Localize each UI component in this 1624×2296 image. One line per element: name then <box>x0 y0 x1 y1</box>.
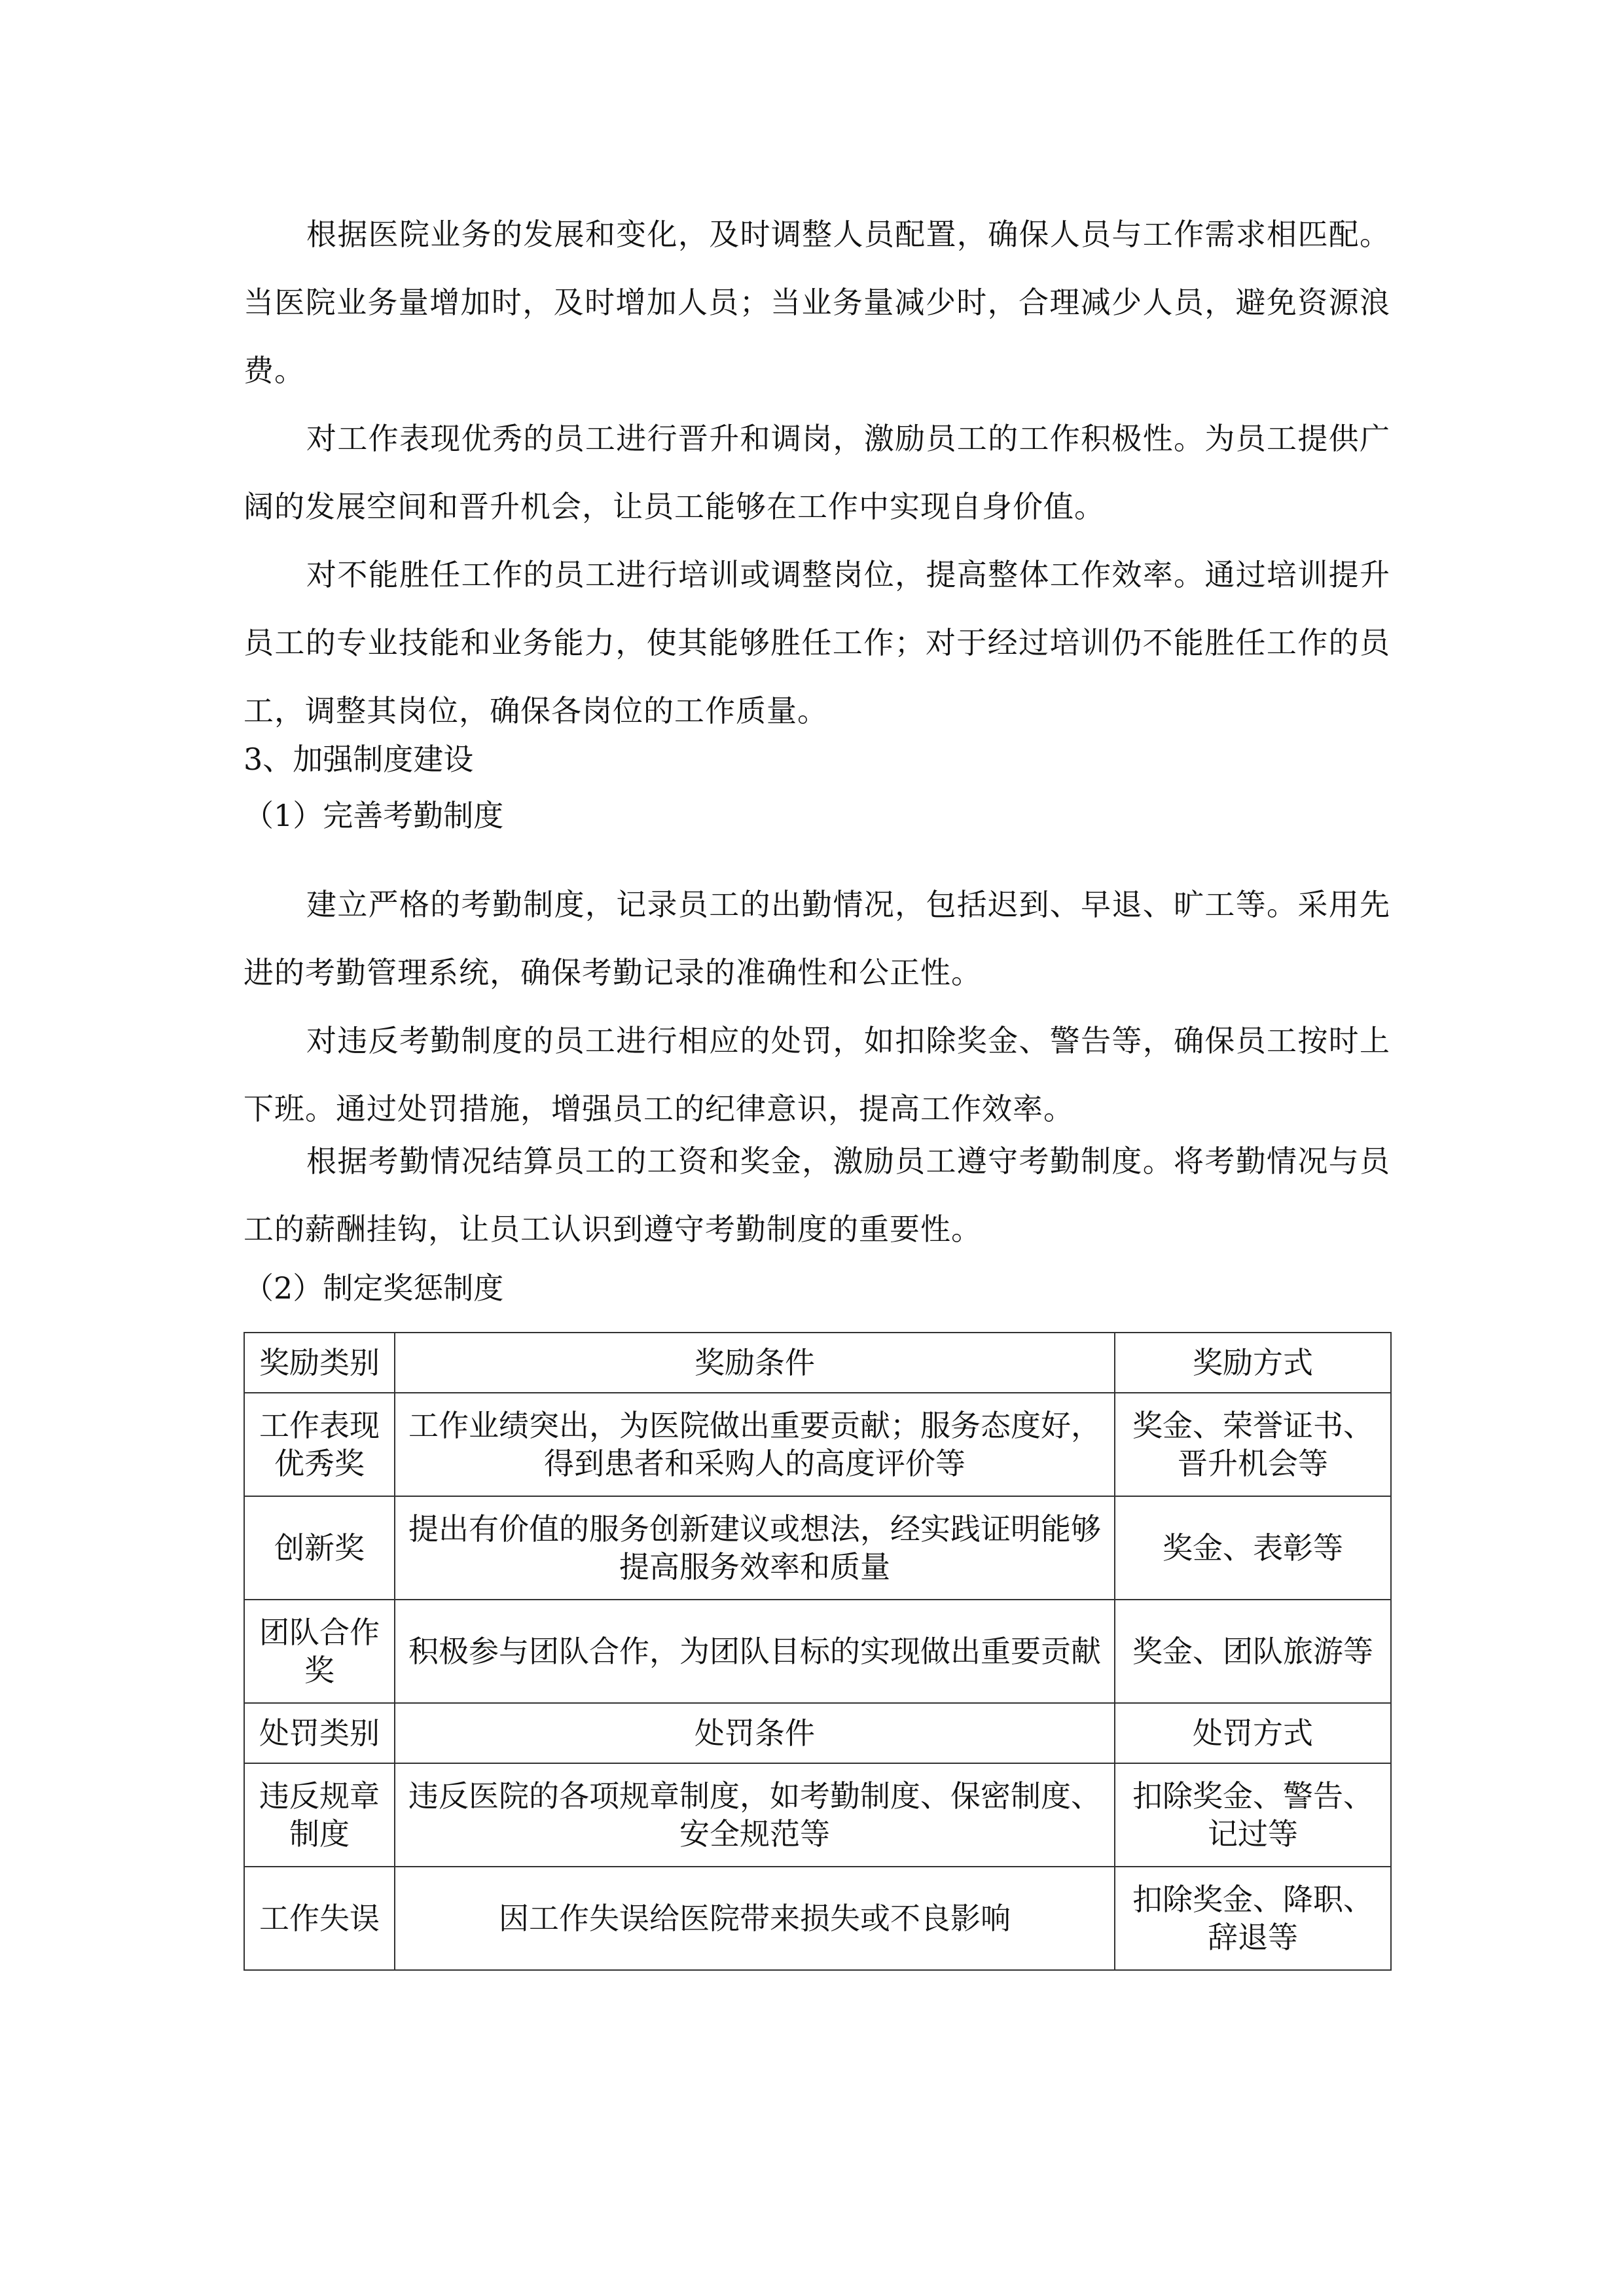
table-cell: 扣除奖金、降职、辞退等 <box>1115 1867 1391 1970</box>
subsection-heading-reward-penalty: （2）制定奖惩制度 <box>244 1270 504 1306</box>
table-cell: 工作失误 <box>244 1867 395 1970</box>
header-cell: 奖励方式 <box>1115 1333 1391 1393</box>
paragraph-training: 对不能胜任工作的员工进行培训或调整岗位，提高整体工作效率。通过培训提升员工的专业技能和业务能力，使其能够胜任工作；对于经过培训仍不能胜任工作的员工，调整其岗位，确保各岗位的工作质量。 <box>244 557 1390 728</box>
table-cell: 违反规章制度 <box>244 1763 395 1867</box>
table-row <box>244 1393 1391 1496</box>
table-cell: 违反医院的各项规章制度，如考勤制度、保密制度、安全规范等 <box>395 1763 1115 1867</box>
section-heading: 3、加强制度建设 <box>244 742 474 777</box>
table-cell: 奖金、荣誉证书、晋升机会等 <box>1115 1393 1391 1496</box>
reward-header-row <box>244 1333 1391 1393</box>
paragraph-attendance-penalty: 对违反考勤制度的员工进行相应的处罚，如扣除奖金、警告等，确保员工按时上下班。通过处罚措施，增强员工的纪律意识，提高工作效率。 <box>244 1023 1390 1126</box>
header-cell: 处罚类别 <box>244 1703 395 1763</box>
table-cell: 扣除奖金、警告、记过等 <box>1115 1763 1391 1867</box>
table-cell: 因工作失误给医院带来损失或不良影响 <box>395 1867 1115 1970</box>
paragraph-attendance-salary: 根据考勤情况结算员工的工资和奖金，激励员工遵守考勤制度。将考勤情况与员工的薪酬挂钩，让员工认识到遵守考勤制度的重要性。 <box>244 1143 1390 1247</box>
header-cell: 奖励类别 <box>244 1333 395 1393</box>
subsection-heading-attendance: （1）完善考勤制度 <box>244 798 504 833</box>
penalty-header-row <box>244 1703 1391 1763</box>
header-cell: 奖励条件 <box>395 1333 1115 1393</box>
table-row <box>244 1600 1391 1703</box>
table-row <box>244 1496 1391 1600</box>
table-row <box>244 1763 1391 1867</box>
reward-penalty-table <box>244 1332 1392 1971</box>
table-cell: 奖金、团队旅游等 <box>1115 1600 1391 1703</box>
table-cell: 团队合作奖 <box>244 1600 395 1703</box>
header-cell: 处罚条件 <box>395 1703 1115 1763</box>
table-row <box>244 1867 1391 1970</box>
table-cell: 积极参与团队合作，为团队目标的实现做出重要贡献 <box>395 1600 1115 1703</box>
table-cell: 工作表现优秀奖 <box>244 1393 395 1496</box>
table-cell: 工作业绩突出，为医院做出重要贡献；服务态度好，得到患者和采购人的高度评价等 <box>395 1393 1115 1496</box>
header-cell: 处罚方式 <box>1115 1703 1391 1763</box>
paragraph-promotion: 对工作表现优秀的员工进行晋升和调岗，激励员工的工作积极性。为员工提供广阔的发展空间和晋升机会，让员工能够在工作中实现自身价值。 <box>244 421 1390 524</box>
paragraph-attendance-system: 建立严格的考勤制度，记录员工的出勤情况，包括迟到、早退、旷工等。采用先进的考勤管理系统，确保考勤记录的准确性和公正性。 <box>244 887 1390 990</box>
paragraph-staff-adjustment: 根据医院业务的发展和变化，及时调整人员配置，确保人员与工作需求相匹配。当医院业务量增加时，及时增加人员；当业务量减少时，合理减少人员，避免资源浪费。 <box>244 217 1390 388</box>
table-cell: 创新奖 <box>244 1496 395 1600</box>
table-cell: 奖金、表彰等 <box>1115 1496 1391 1600</box>
table-cell: 提出有价值的服务创新建议或想法，经实践证明能够提高服务效率和质量 <box>395 1496 1115 1600</box>
